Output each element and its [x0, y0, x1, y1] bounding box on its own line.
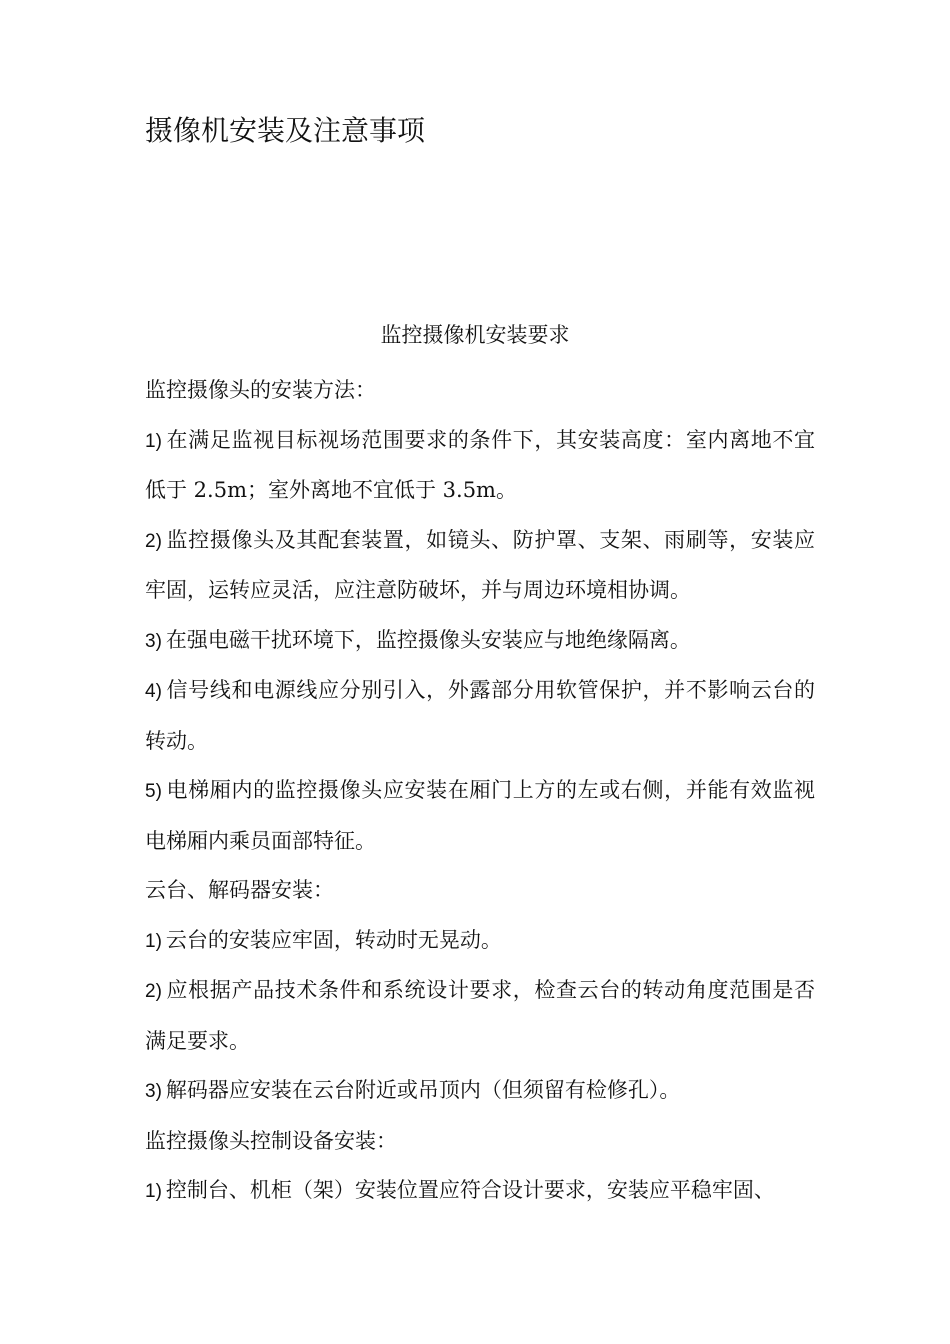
list-item-text: 信号线和电源线应分别引入，外露部分用软管保护，并不影响云台的转动。	[145, 678, 815, 753]
document-title: 摄像机安装及注意事项	[145, 114, 426, 147]
list-item	[145, 616, 815, 667]
list-item	[145, 1166, 815, 1217]
list-item	[145, 916, 815, 967]
list-item-number: 2)	[145, 981, 162, 1002]
section-title: 监控摄像机安装要求	[380, 323, 570, 347]
list-item-text: 控制台、机柜（架）安装位置应符合设计要求，安装应平稳牢固、	[165, 1178, 775, 1202]
list-item-number: 1)	[145, 930, 162, 952]
list-item	[145, 666, 815, 766]
list-item-text: 监控摄像头及其配套装置，如镜头、防护罩、支架、雨刷等，安装应牢固，运转应灵活，应注意防破坏，并与周边环境相协调。	[145, 527, 815, 602]
list-item-text: 解码器应安装在云台附近或吊顶内（但须留有检修孔）。	[165, 1078, 681, 1102]
list-item	[145, 766, 815, 866]
list-item-number: 2)	[145, 530, 162, 552]
list-item-text: 应根据产品技术条件和系统设计要求，检查云台的转动角度范围是否满足要求。	[145, 978, 815, 1053]
list-item-text: 云台的安装应牢固，转动时无晃动。	[165, 927, 502, 952]
list-item-text: 在强电磁干扰环境下，监控摄像头安装应与地绝缘隔离。	[165, 627, 691, 652]
list-item-text: 在满足监视目标视场范围要求的条件下，其安装高度：室内离地不宜低于 2.5m；室外离地不宜低于 3.5m。	[145, 427, 815, 502]
list-item-number: 3)	[145, 1081, 162, 1102]
document-body	[145, 366, 815, 1217]
list-item-number: 1)	[145, 1181, 162, 1202]
list-item-text: 电梯厢内的监控摄像头应安装在厢门上方的左或右侧，并能有效监视电梯厢内乘员面部特征。	[145, 778, 815, 853]
section-heading-control-equipment: 监控摄像头控制设备安装：	[145, 1128, 397, 1153]
list-item-number: 4)	[145, 681, 162, 702]
list-item	[145, 966, 815, 1066]
list-item	[145, 1066, 815, 1117]
list-item	[145, 516, 815, 616]
list-item	[145, 416, 815, 516]
list-item-number: 5)	[145, 781, 162, 802]
section-heading-install-method: 监控摄像头的安装方法：	[145, 378, 376, 402]
list-item-number: 1)	[145, 430, 162, 452]
section-heading-pan-tilt-decoder: 云台、解码器安装：	[145, 878, 334, 902]
list-item-number: 3)	[145, 630, 162, 652]
